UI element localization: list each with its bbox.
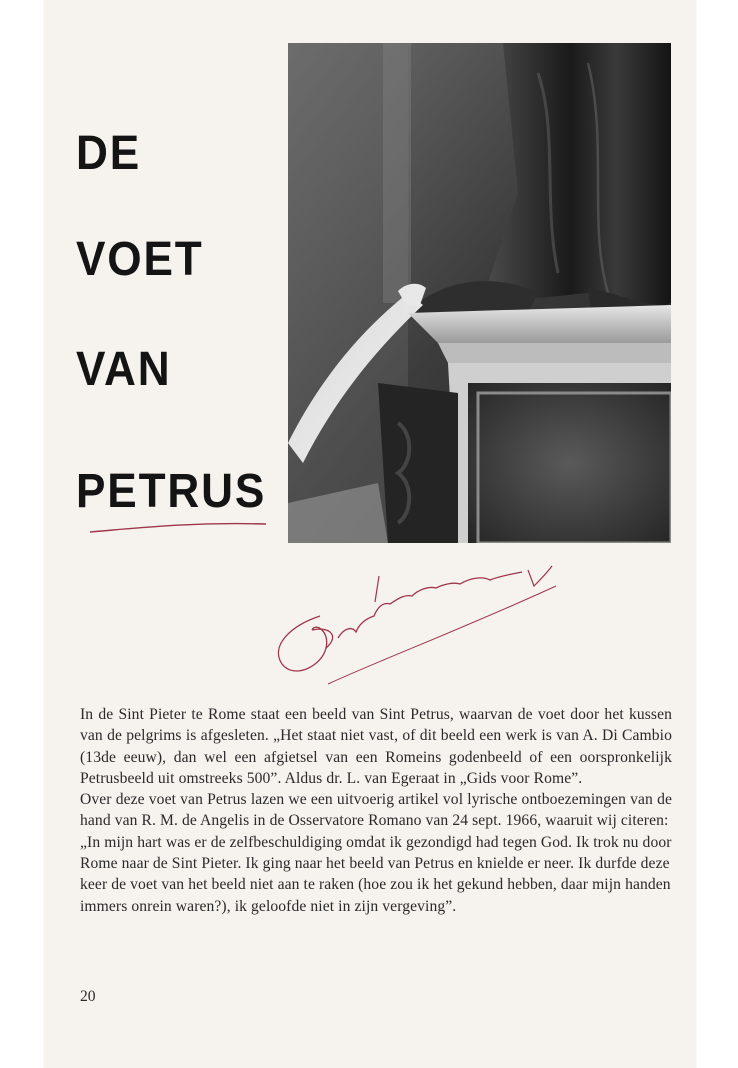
statue-foot-photo <box>288 43 671 543</box>
page-number: 20 <box>80 988 96 1005</box>
title-word-de: DE <box>76 127 142 180</box>
paragraph-2: Over deze voet van Petrus lazen we een uitvoerig artikel vol lyrische ontboezemingen van de hand van R. M. de Angelis in de Osservatore Romano van 24 sept. 1966, waaruit wij citeren: <box>80 791 672 830</box>
title-word-van: VAN <box>76 343 172 396</box>
signature-beeldmoment <box>260 556 560 696</box>
title-underline-stroke <box>88 512 268 536</box>
title-word-petrus: PETRUS <box>76 465 267 518</box>
paragraph-3-quote: „In mijn hart was er de zelfbeschuldiging omdat ik gezondigd had tegen God. Ik trok nu door Rome naar de Sint Pieter. Ik ging naar het beeld van Petrus en knielde er neer. Ik durfde deze keer de voet van het beeld niet aan te raken (hoe zou ik het gekund hebben, daar mijn handen immers onrein waren?), ik geloofde niet in zijn vergeving”. <box>80 833 672 915</box>
article-body <box>80 704 672 917</box>
paragraph-1: In de Sint Pieter te Rome staat een beeld van Sint Petrus, waarvan de voet door het kussen van de pelgrims is afgesleten. „Het staat niet vast, of dit beeld een werk is van A. Di Cambio (13de eeuw), dan wel een afgietsel van een Romeins godenbeeld of een oorspronkelijk Petrusbeeld uit omstreeks 500”. Aldus dr. L. van Egeraat in „Gids voor Rome”. <box>80 706 672 787</box>
title-word-voet: VOET <box>76 233 204 286</box>
